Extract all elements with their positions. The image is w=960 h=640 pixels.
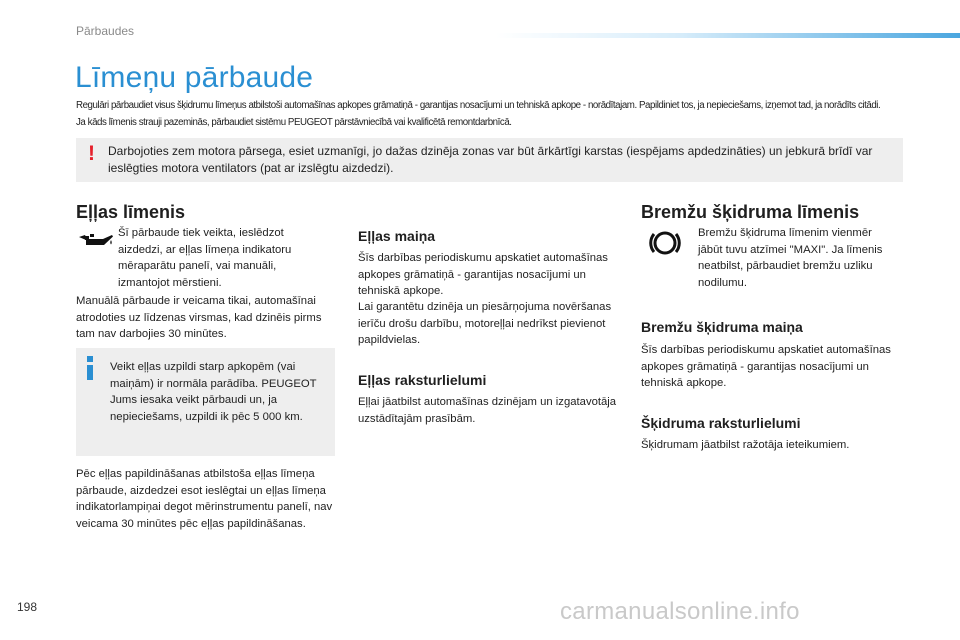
oil-level-heading: Eļļas līmenis: [76, 202, 186, 222]
brake-change-heading: Bremžu šķidruma maiņa: [641, 319, 803, 335]
oil-after-refill-text: Pēc eļļas papildināšanas atbilstoša eļļas līmeņa pārbaude, aizdedzei esot ieslēgtai un eļļas līmeņa indikatorlampiņai degot mērinstrumentu panelī, nav veicama 30 minūtes pēc eļļas papildināšanas.: [76, 468, 333, 530]
oil-change-text-2: Lai garantētu dzinēja un piesārņojuma novēršanas ierīču drošu darbību, motoreļļai nedrīkst pievienot papildvielas.: [358, 301, 612, 346]
header-rule: [496, 33, 960, 38]
page-title: Līmeņu pārbaude: [75, 61, 314, 94]
fluid-specs-heading: Šķidruma raksturlielumi: [641, 415, 801, 431]
fluid-specs-text: Šķidrumam jāatbilst ražotāja ieteikumiem.: [641, 439, 850, 451]
oil-specs-heading: Eļļas raksturlielumi: [358, 372, 487, 388]
exclamation-icon: !: [88, 142, 95, 165]
brake-level-heading: Bremžu šķidruma līmenis: [641, 202, 860, 222]
oil-specs-text: Eļļai jāatbilst automašīnas dzinējam un izgatavotāja uzstādītajām prasībām.: [358, 396, 617, 425]
oil-manual-check-text: Manuālā pārbaude ir veicama tikai, automašīnai atrodoties uz līdzenas virsmas, kad dzinēis pirms tam nav darbojies 30 minūtes.: [76, 295, 322, 340]
intro-text: [76, 97, 881, 131]
info-icon: [86, 356, 94, 380]
oil-change-text-1: Šīs darbības periodiskumu apskatiet automašīnas apkopes grāmatiņā - garantijas nosacījumi un tehniskā apkope.: [358, 252, 608, 297]
page-number: 198: [17, 600, 38, 614]
brake-change-text: Šīs darbības periodiskumu apskatiet automašīnas apkopes grāmatiņā - garantijas nosacījumi un tehniskā apkope.: [641, 344, 891, 389]
oil-check-text: Šī pārbaude tiek veikta, ieslēdzot aizdedzi, ar eļļas līmeņa indikatoru mēraparātu panelī, vai manuāli, izmantojot mērstieni.: [118, 227, 292, 289]
brake-level-text: Bremžu šķidruma līmenim vienmēr jābūt tuvu atzīmei "MAXI". Ja līmenis neatbilst, pārbaudiet bremžu uzliku nodilumu.: [698, 227, 883, 289]
section-label: Pārbaudes: [76, 24, 135, 38]
oil-change-heading: Eļļas maiņa: [358, 228, 436, 244]
info-text: Veikt eļļas uzpildi starp apkopēm (vai maiņām) ir normāla parādība. PEUGEOT Jums iesaka veikt pārbaudi un, ja nepieciešams, uzpildi ik pēc 5 000 km.: [110, 361, 317, 423]
oil-can-icon: [76, 228, 114, 254]
warning-text: Darbojoties zem motora pārsega, esiet uzmanīgi, jo dažas dzinēja zonas var būt ārkārtīgi karstas (iespējams apdedzināties) un jebkurā brīdī var ieslēgties motora ventilators (pat ar izslēgtu aizdedzi).: [108, 144, 873, 175]
intro-line-1: Regulāri pārbaudiet visus šķidrumu līmeņus atbilstoši automašīnas apkopes grāmatiņā - garantijas nosacījumi un tehniskā apkope - norādītajam. Papildiniet tos, ja nepieciešams, izņemot tad, ja norādīts citādi.: [76, 100, 881, 111]
brake-warning-icon: [646, 228, 684, 258]
watermark: carmanualsonline.info: [560, 598, 800, 625]
intro-line-2: Ja kāds līmenis strauji pazeminās, pārbaudiet sistēmu PEUGEOT pārstāvniecībā vai kvalificētā remontdarbnīcā.: [76, 117, 512, 128]
